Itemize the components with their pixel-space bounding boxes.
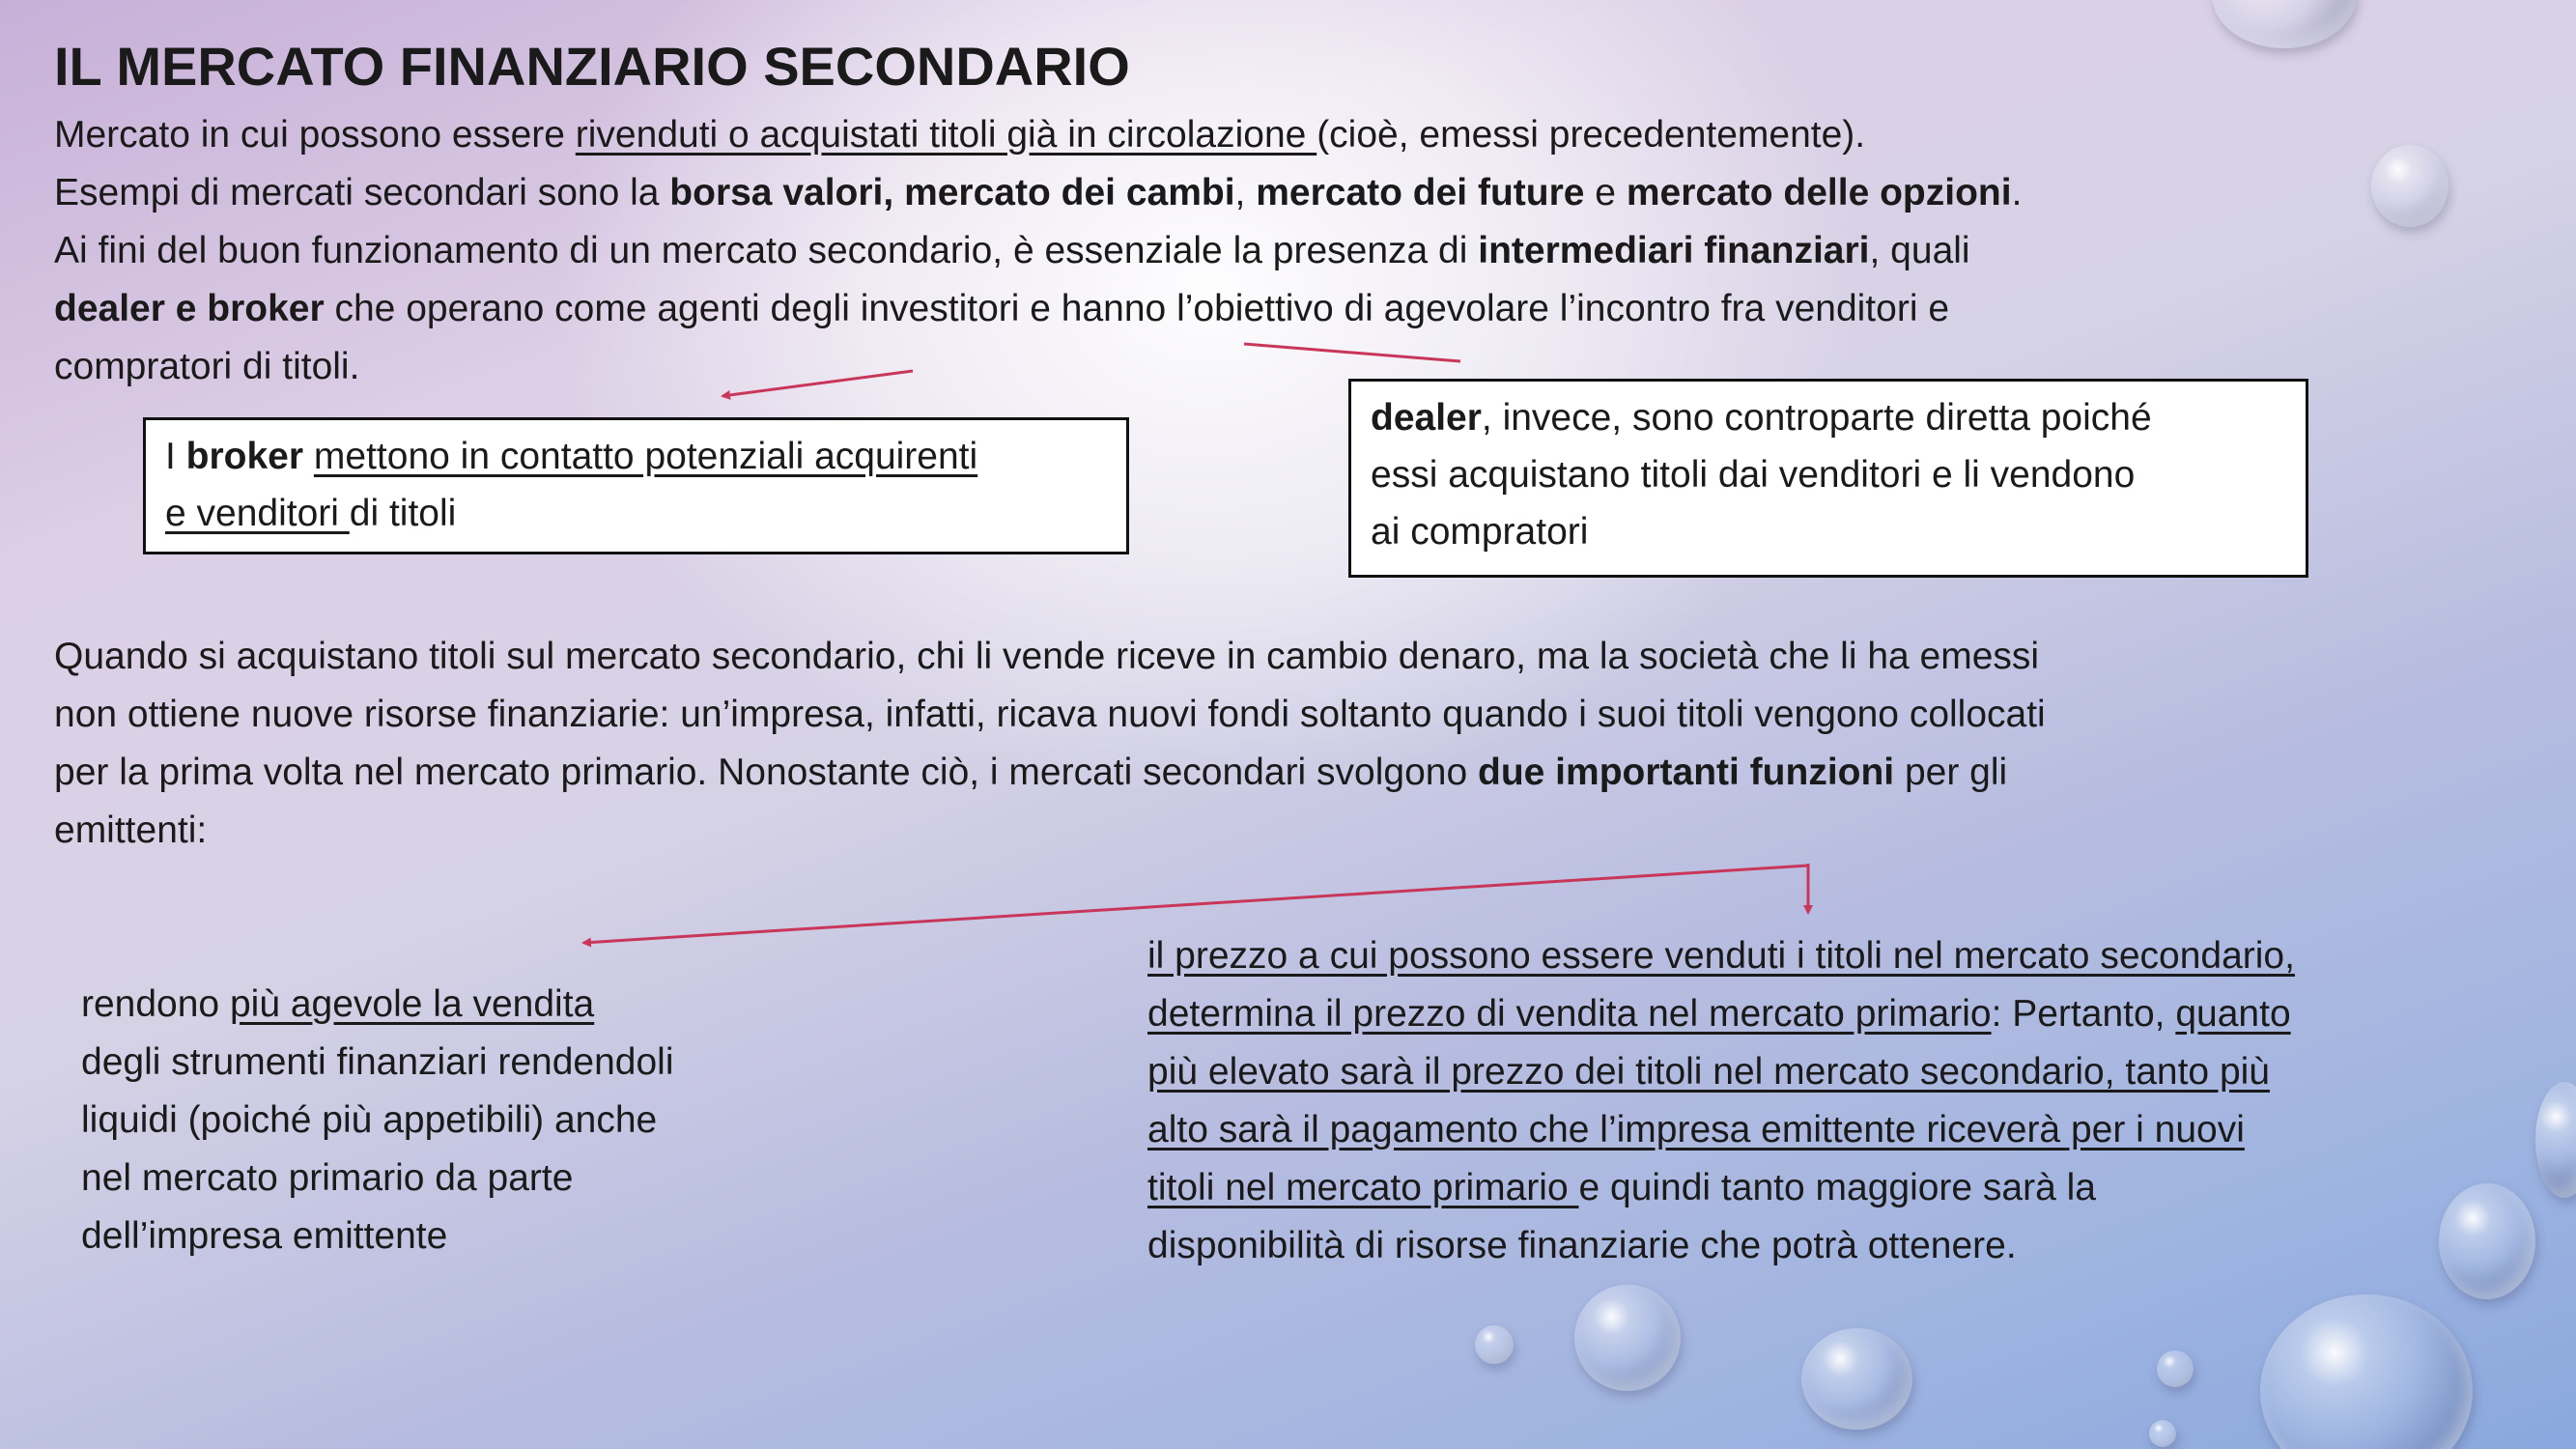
function-2-text: e quindi tanto maggiore sarà la: [1578, 1167, 2096, 1208]
term-due-importanti-funzioni: due importanti funzioni: [1478, 752, 1895, 793]
broker-underlined: mettono in contatto potenziali acquirenti: [313, 436, 978, 477]
function-2-line-6: disponibilità di risorse finanziarie che potrà ottenere.: [1147, 1225, 2017, 1266]
term-borsa-valori: borsa valori: [669, 172, 884, 213]
intro-text: che operano come agenti degli investitori e hanno l’obiettivo di agevolare l’incontro fra venditori e: [324, 288, 1950, 329]
para2-line-1: Quando si acquistano titoli sul mercato secondario, chi li vende riceve in cambio denaro, ma la società che li ha emessi: [54, 636, 2040, 677]
function-1-text: rendono: [81, 983, 230, 1025]
intro-text: .: [2011, 172, 2023, 213]
intro-text: , quali: [1869, 230, 1970, 271]
para2-text: per la prima volta nel mercato primario. Nonostante ciò, i mercati secondari svolgono: [54, 752, 1479, 793]
function-2-underlined: quanto: [2175, 993, 2291, 1035]
intro-separator: ,: [883, 172, 905, 213]
line-to-dealer: [1244, 344, 1460, 361]
intro-underlined: rivenduti o acquistati titoli già in circolazione: [575, 114, 1317, 156]
term-mercato-dei-cambi: mercato dei cambi: [904, 172, 1235, 213]
function-2-underlined: titoli nel mercato primario: [1147, 1167, 1579, 1208]
intro-line-5: compratori di titoli.: [54, 346, 360, 387]
term-dealer-e-broker: dealer e broker: [54, 288, 325, 329]
term-dealer: dealer: [1371, 397, 1482, 439]
broker-text: di titoli: [349, 493, 457, 534]
function-1-line-5: dell’impresa emittente: [81, 1215, 448, 1257]
function-2-underlined: alto sarà il pagamento che l’impresa emittente riceverà per i nuovi: [1147, 1109, 2245, 1151]
para2-line-2: non ottiene nuove risorse finanziarie: un’impresa, infatti, ricava nuovi fondi soltanto quando i suoi titoli vengono collocati: [54, 694, 2046, 735]
term-mercato-delle-opzioni: mercato delle opzioni: [1626, 172, 2012, 213]
function-2-underlined: determina il prezzo di vendita nel mercato primario: [1147, 993, 1992, 1035]
intro-separator: e: [1584, 172, 1627, 213]
dealer-line-3: ai compratori: [1371, 511, 1589, 553]
function-1-line-4: nel mercato primario da parte: [81, 1157, 574, 1199]
function-2-text: : Pertanto,: [1991, 993, 2176, 1035]
function-2-underlined: più elevato sarà il prezzo dei titoli nel mercato secondario, tanto più: [1147, 1051, 2270, 1093]
intro-text: Ai fini del buon funzionamento di un mercato secondario, è essenziale la presenza di: [54, 230, 1479, 271]
term-intermediari-finanziari: intermediari finanziari: [1478, 230, 1870, 271]
function-1-underlined: più agevole la vendita: [229, 983, 595, 1025]
function-2-underlined: il prezzo a cui possono essere venduti i titoli nel mercato secondario,: [1147, 935, 2295, 977]
arrow-to-function-1: [583, 866, 1808, 943]
function-1-line-3: liquidi (poiché più appetibili) anche: [81, 1099, 658, 1141]
intro-separator: ,: [1234, 172, 1257, 213]
term-broker: broker: [185, 436, 304, 477]
dealer-line-2: essi acquistano titoli dai venditori e li vendono: [1371, 454, 2136, 496]
term-mercato-dei-future: mercato dei future: [1256, 172, 1585, 213]
arrow-to-broker: [722, 371, 913, 396]
function-1-line-2: degli strumenti finanziari rendendoli: [81, 1041, 674, 1083]
para2-text: per gli: [1894, 752, 2008, 793]
intro-text: Esempi di mercati secondari sono la: [54, 172, 670, 213]
intro-text: Mercato in cui possono essere: [54, 114, 576, 156]
dealer-text: , invece, sono controparte diretta poiché: [1481, 397, 2152, 439]
broker-text: I: [165, 436, 186, 477]
intro-text: (cioè, emessi precedentemente).: [1316, 114, 1866, 156]
broker-underlined: e venditori: [165, 493, 350, 534]
slide-title: IL MERCATO FINANZIARIO SECONDARIO: [54, 36, 1130, 97]
para2-line-4: emittenti:: [54, 810, 208, 851]
